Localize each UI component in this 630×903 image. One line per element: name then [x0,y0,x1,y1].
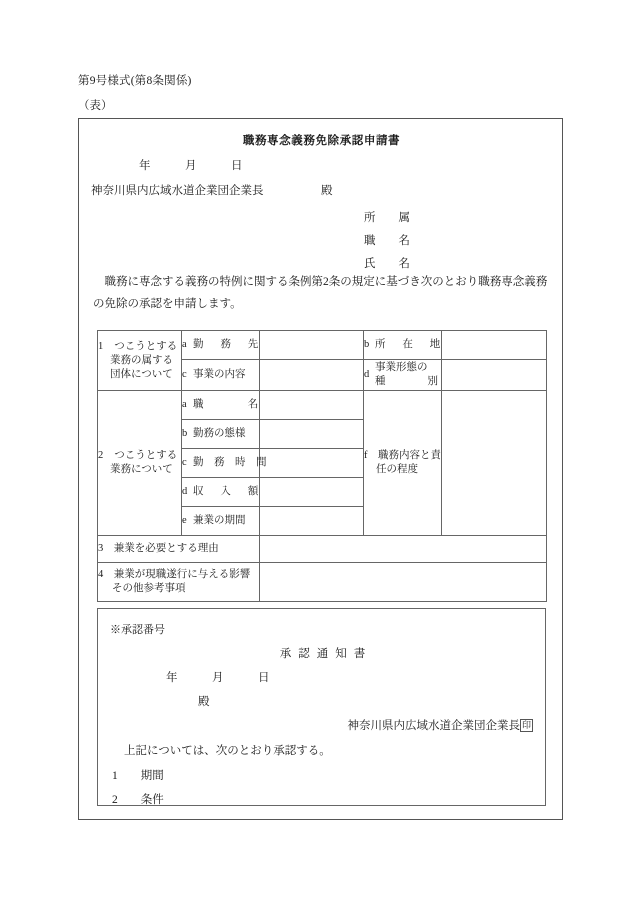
row4-text: 兼業が現職遂行に与える影響その他参考事項 [112,569,251,594]
group1-label-cell [98,331,182,391]
statement-line-1: 職務に専念する義務の特例に関する条例第2条の規定に基づき次のとおり職務専念義務 [93,276,548,288]
item-text: 勤務の態様 [193,428,246,439]
form-number-label: 第9号様式(第8条関係) [78,75,192,87]
application-details-table [97,330,547,602]
row4-number: 4 [98,569,104,580]
group1-item-d-value[interactable] [442,360,547,391]
item-mark: c [182,457,187,468]
item-mark: e [182,515,187,526]
group2-item-f-label [364,391,442,536]
group2-label: つこうとする業務について [110,450,178,475]
group2-item-d-value[interactable] [260,478,364,507]
approval-issuer [347,717,533,733]
group1-item-a-label [182,331,260,360]
approval-addressee-honorific: 殿 [198,696,210,708]
group1-item-c-label [182,360,260,391]
item-text: 勤 務 先 [193,339,262,350]
item-text: 事業の内容 [193,369,246,380]
row3-value[interactable] [260,536,547,563]
row3-label [98,536,260,563]
group2-item-a-value[interactable] [260,391,364,420]
group2-label-cell [98,391,182,536]
application-addressee: 神奈川県内広域水道企業団企業長 殿 [91,185,333,197]
group2-item-c-value[interactable] [260,449,364,478]
group1-item-b-label [364,331,442,360]
item-mark: d [182,486,188,497]
applicant-name-label: 氏 名 [364,258,410,270]
item-mark: a [182,399,187,410]
row3-text: 兼業を必要とする理由 [113,543,219,554]
item-mark: b [364,339,370,350]
group1-item-a-value[interactable] [260,331,364,360]
approval-notice-title: 承認通知書 [279,648,373,660]
item-mark: b [182,428,188,439]
item-text: 収 入 額 [193,486,262,497]
row4-label [98,563,260,602]
item-mark: d [364,369,370,380]
approval-number-label: ※承認番号 [110,624,165,636]
approval-item-period: 1 期間 [112,770,164,782]
row3-number: 3 [98,543,104,554]
statement-line-2: の免除の承認を申請します。 [93,298,242,310]
group2-item-d-label [182,478,260,507]
table-row [98,563,547,602]
group2-item-c-label [182,449,267,478]
item-mark: f [364,450,368,461]
table-row [98,391,547,420]
group2-number: 2 [98,450,104,461]
application-date-line: 年 月 日 [139,160,243,172]
approval-item-condition: 2 条件 [112,794,164,806]
item-text: 職 名 [193,399,262,410]
applicant-affiliation-label: 所 属 [364,212,410,224]
table-row [98,331,547,360]
item-text-line1: 事業形態の [375,362,428,373]
group2-item-b-label [182,420,260,449]
group2-item-e-value[interactable] [260,507,364,536]
approval-date-line: 年 月 日 [166,672,270,684]
group2-item-b-value[interactable] [260,420,364,449]
item-text: 兼業の期間 [193,515,246,526]
item-text-line2: 種 別 [375,376,438,387]
form-kind-label: （表） [78,100,113,112]
approval-lead-text: 上記については、次のとおり承認する。 [124,745,331,757]
applicant-fields [364,207,410,276]
group1-item-b-value[interactable] [442,331,547,360]
item-text: 所 在 地 [375,339,444,350]
group1-label: つこうとする業務の属する団体について [110,340,178,380]
group2-item-a-label [182,391,260,420]
application-statement [93,271,551,315]
group2-item-f-value[interactable] [442,391,547,536]
approval-notice-box [97,608,546,806]
item-mark: c [182,369,187,380]
table-row [98,536,547,563]
item-mark: a [182,339,187,350]
page-title: 職務専念義務免除承認申請書 [242,135,401,147]
group1-number: 1 [98,340,104,352]
group1-item-d-label [364,360,442,391]
item-text: 職務内容と責任の程度 [376,450,441,475]
row4-value[interactable] [260,563,547,602]
approval-issuer-name: 神奈川県内広域水道企業団企業長 [347,720,520,732]
applicant-position-label: 職 名 [364,235,410,247]
seal-icon: 印 [521,720,531,730]
group2-item-e-label [182,507,260,536]
item-text: 勤 務 時 間 [193,457,267,468]
group1-item-c-value[interactable] [260,360,364,391]
form-frame [78,118,563,820]
